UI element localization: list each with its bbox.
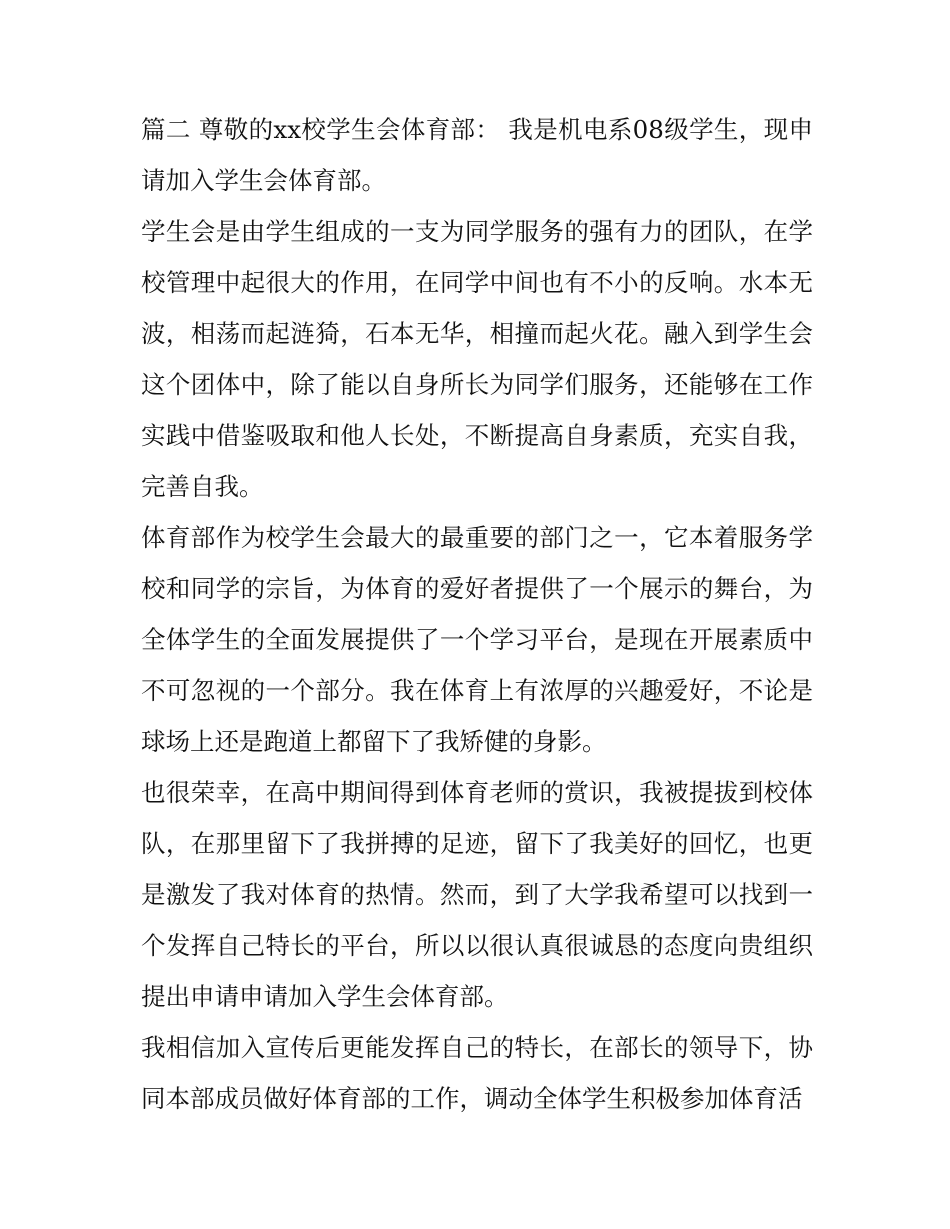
paragraph-sports-department: 体育部作为校学生会最大的最重要的部门之一，它本着服务学校和同学的宗旨，为体育的爱好者提供了一个展示的舞台，为全体学生的全面发展提供了一个学习平台，是现在开展素质中不可忽视的一个部分。我在体育上有浓厚的兴趣爱好，不论是球场上还是跑道上都留下了我矫健的身影。 bbox=[141, 523, 813, 756]
paragraph-high-school: 也很荣幸，在高中期间得到体育老师的赏识，我被提拔到校体队，在那里留下了我拼搏的足迹，留下了我美好的回忆，也更是激发了我对体育的热情。然而，到了大学我希望可以找到一个发挥自己特长的平台，所以以很认真很诚恳的态度向贵组织提出申请申请加入学生会体育部。 bbox=[141, 778, 813, 1011]
document-body bbox=[141, 104, 813, 1124]
paragraph-student-union: 学生会是由学生组成的一支为同学服务的强有力的团队，在学校管理中起很大的作用，在同学中间也有不小的反响。水本无波，相荡而起涟猗，石本无华，相撞而起火花。融入到学生会这个团体中，除了能以自身所长为同学们服务，还能够在工作实践中借鉴吸取和他人长处，不断提高自身素质，充实自我，完善自我。 bbox=[141, 217, 813, 501]
paragraph-commitment: 我相信加入宣传后更能发挥自己的特长，在部长的领导下，协同本部成员做好体育部的工作，调动全体学生积极参加体育活 bbox=[141, 1033, 813, 1113]
paragraph-intro: 篇二 尊敬的xx校学生会体育部： 我是机电系08级学生，现申请加入学生会体育部。 bbox=[141, 115, 813, 195]
